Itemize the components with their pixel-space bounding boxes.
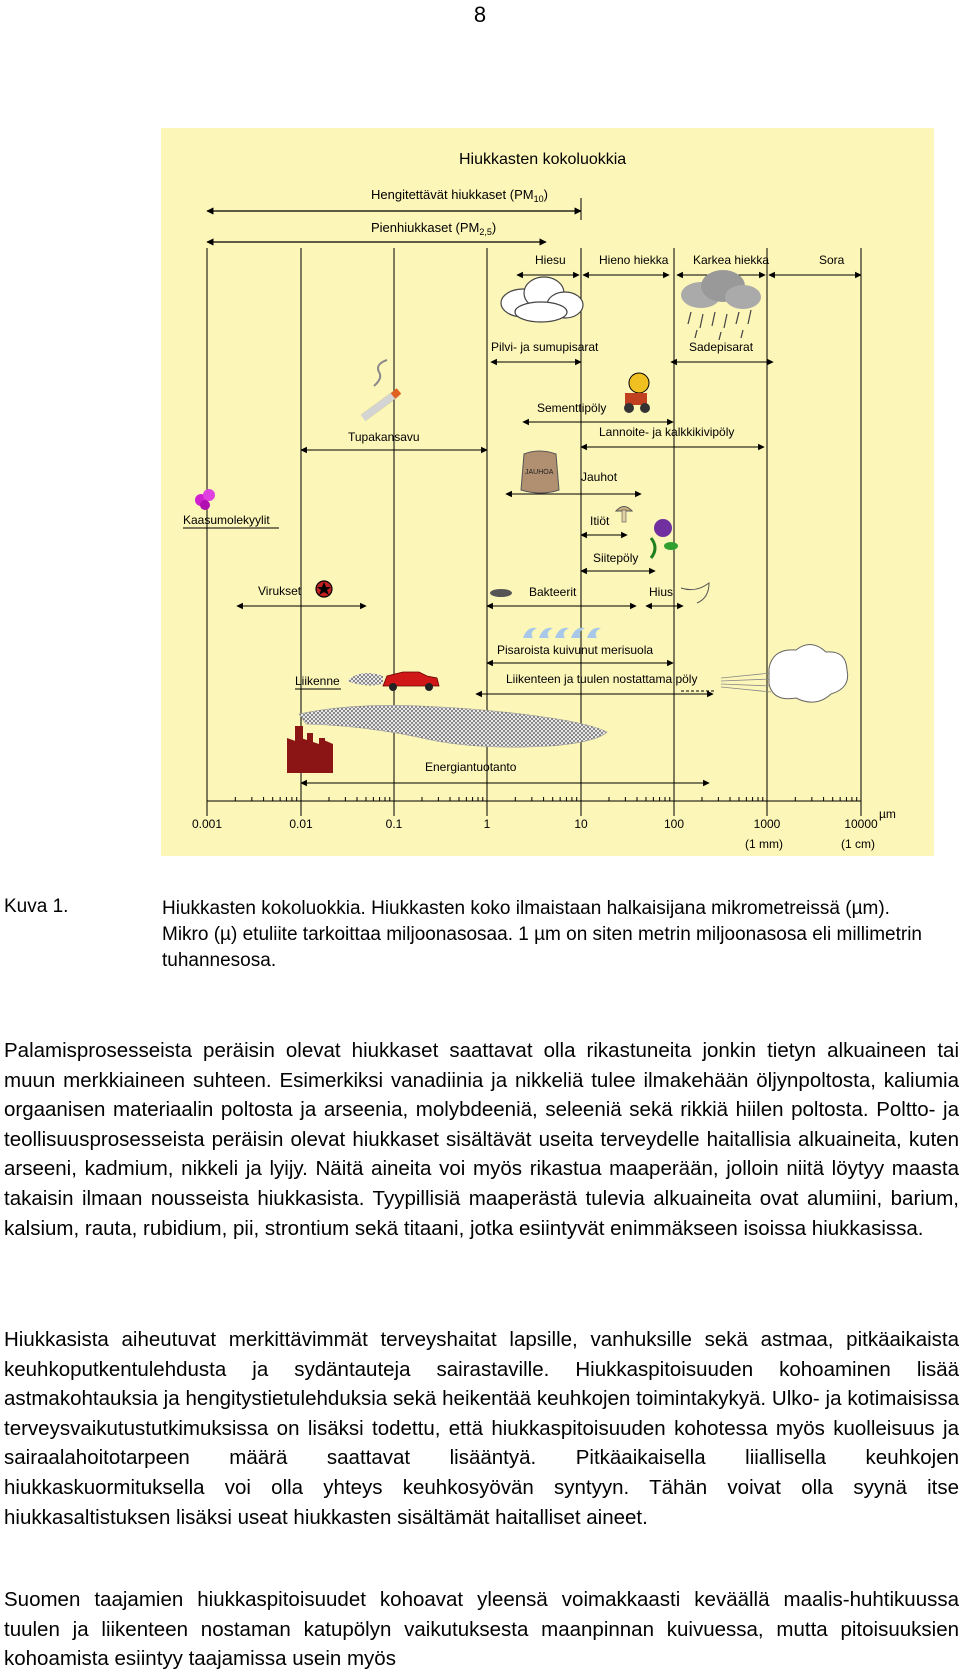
- pm25-label: Pienhiukkaset $(PM_{2,5})$: [371, 220, 497, 237]
- tick-label: 0.001: [191, 817, 223, 831]
- pm10-label: Hengitettävät hiukkaset $(PM_{10})$: [371, 187, 548, 204]
- sementtipoly-label: Sementtipöly: [537, 401, 607, 415]
- karkea-hiekka-label: Karkea hiekka: [693, 253, 770, 267]
- sade-label: Sadepisarat: [689, 340, 754, 354]
- paragraph: Palamisprosesseista peräisin olevat hiukkaset saattavat olla rikastuneita jonkin tietyn alkuaineen tai muun merkkiaineen suhteen. Esimerkiksi vanadiinia ja nikkeliä tulee ilmakehään öljynpoltosta, kaliumia orgaanisen materiaalin poltosta ja arseenia, molybdeeniä, seleeniä sekä rikkiä hiilen poltosta. Poltto- ja teollisuusprosesseista peräisin olevat hiukkaset sisältävät useita terveydelle haitallisia alkuaineita, kuten arseeni, kadmium, nikkeli ja lyijy. Näitä aineita voi myös rikastua maaperään, jolloin niitä löytyy maasta takaisin ilmaan nousseista hiukkasista. Tyypillisiä maaperästä tulevia alkuaineita ovat alumiini, barium, kalsium, rauta, rubidium, pii, strontium sekä titaani, jotka esiintyvät enimmäkseen isoissa hiukkasissa.: [4, 1039, 959, 1240]
- lannoite-label: Lannoite- ja kalkkikivipöly: [599, 425, 735, 439]
- itiot-label: Itiöt: [590, 514, 610, 528]
- svg-text:JAUHOA: JAUHOA: [525, 469, 554, 476]
- cm-label: (1 cm): [841, 837, 875, 851]
- energy-plume: [299, 705, 607, 747]
- car-icon: [383, 672, 439, 691]
- unit-label: µm: [879, 807, 896, 821]
- virukset-label: Virukset: [258, 584, 302, 598]
- bakteerit-label: Bakteerit: [529, 585, 577, 599]
- exhaust-plume: [347, 673, 383, 686]
- factory-icon: [287, 726, 333, 773]
- sora-label: Sora: [819, 253, 845, 267]
- figure-title: Hiukkasten kokoluokkia: [459, 151, 627, 168]
- liikenne-label: Liikenne: [295, 674, 340, 688]
- tick-label: 1: [483, 817, 491, 831]
- energia-label: Energiantuotanto: [425, 760, 517, 774]
- hius-label: Hius: [649, 585, 674, 599]
- dust-cloud-icon: [721, 644, 848, 702]
- tick-label: 100: [663, 817, 685, 831]
- liikennepoly-label: Liikenteen ja tuulen nostattama pöly: [506, 672, 698, 686]
- kaasu-label: Kaasumolekyylit: [183, 513, 270, 527]
- tick-label: 1000: [753, 817, 781, 831]
- flour-bag-icon: [521, 451, 559, 493]
- merisuola-label: Pisaroista kuivunut merisuola: [497, 643, 654, 657]
- virus-icon: [316, 581, 332, 597]
- siitepoly-label: Siitepöly: [593, 551, 639, 565]
- tick-label: 10000: [844, 817, 878, 831]
- hiesu-label: Hiesu: [535, 253, 566, 267]
- pilvi-label: Pilvi- ja sumupisarat: [491, 340, 599, 354]
- page-number: 8: [473, 2, 487, 27]
- mm-label: (1 mm): [745, 837, 783, 851]
- tick-label: 0.01: [289, 817, 313, 831]
- bacteria-icon: [490, 589, 512, 597]
- particle-size-figure: [161, 128, 934, 856]
- cloud-icon: [501, 277, 583, 322]
- sea-salt-icon: [523, 628, 601, 638]
- tupakansavu-label: Tupakansavu: [348, 430, 420, 444]
- rain-cloud-icon: [681, 270, 761, 340]
- caption-label: Kuva 1.: [4, 896, 69, 917]
- gas-molecule-icon: [195, 489, 215, 510]
- tick-label: 10: [574, 817, 588, 831]
- tick-label: 0.1: [385, 817, 403, 831]
- paragraph: Hiukkasista aiheutuvat merkittävimmät terveyshaitat lapsille, vanhuksille sekä astmaa, pitkäaikaista keuhkoputkentulehdusta ja sydäntauteja sairastaville. Hiukkaspitoisuuden kohoaminen lisää astmakohtauksia ja hengitystietulehduksia sekä heikentää keuhkojen toimintakykyä. Ulko- ja kotimaisissa terveysvaikutustutkimuksissa on lisäksi todettu, että hiukkaspitoisuuden kohotessa myös kuolleisuus ja sairaalahoitotarpeen määrä saattavat lisääntyä. Pitkäaikaisella liiallisella keuhkojen hiukkaskuormituksella voi olla yhteys keuhkosyövän syntyyn. Tähän voivat olla syynä itse hiukkasaltistuksen lisäksi useat hiukkasten sisältämät haitalliset aineet.: [4, 1328, 959, 1529]
- jauhot-label: Jauhot: [581, 470, 618, 484]
- mushroom-icon: [616, 507, 632, 523]
- hair-icon: [681, 583, 709, 603]
- paragraph: Suomen taajamien hiukkaspitoisuudet kohoavat yleensä voimakkaasti keväällä maalis-huhtikuussa tuulen ja liikenteen nostaman katupölyn vaikutuksesta maanpinnan kuivuessa, mutta pitoisuuksien kohoamista esiintyy taajamissa usein myös: [4, 1588, 959, 1671]
- caption-text: Hiukkasten kokoluokkia. Hiukkasten koko ilmaistaan halkaisijana mikrometreissä (µm). Mikro (µ) etuliite tarkoittaa miljoonasosaa. 1 µm on siten metrin miljoonasosa eli millimetrin tuhannesosa.: [162, 898, 922, 971]
- hieno-hiekka-label: Hieno hiekka: [599, 253, 669, 267]
- cement-mixer-icon: [624, 373, 650, 413]
